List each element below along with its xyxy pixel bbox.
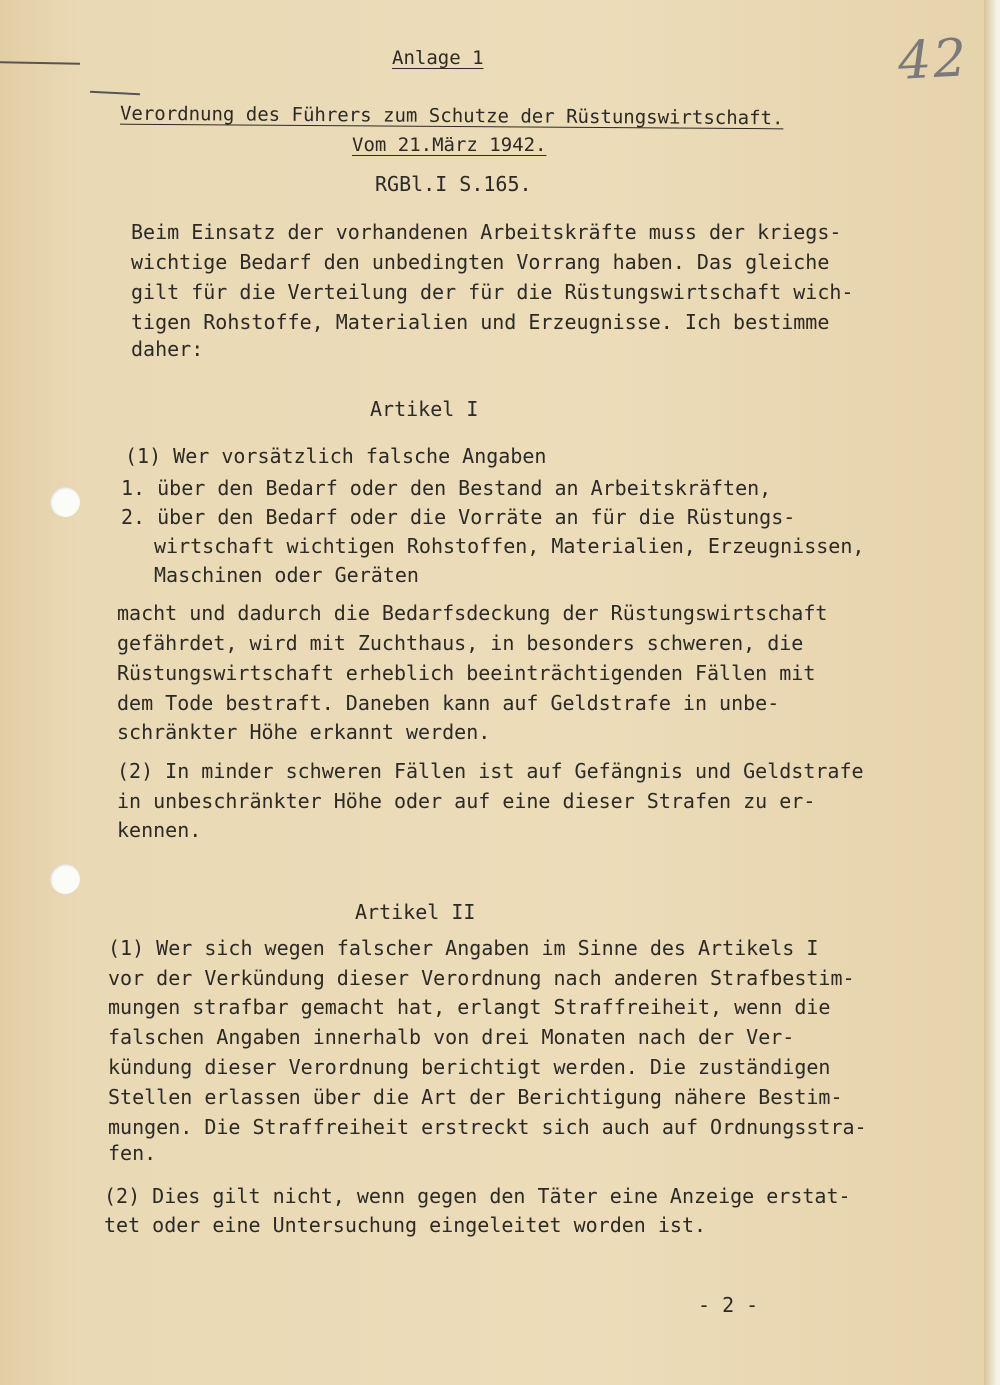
article-2-paragraph-1-line: kündung dieser Verordnung berichtigt werden. Die zuständigen — [108, 1055, 831, 1079]
annex-label: Anlage 1 — [392, 47, 484, 69]
article-1-paragraph-2-line: (2) In minder schweren Fällen ist auf Gefängnis und Geldstrafe — [117, 759, 864, 783]
article-1-item-1: 1. über den Bedarf oder den Bestand an Arbeitskräften, — [121, 476, 772, 500]
article-1-item-2-line: Maschinen oder Geräten — [154, 563, 419, 587]
article-1-paragraph-1-line: dem Tode bestraft. Daneben kann auf Geldstrafe in unbe- — [117, 691, 780, 715]
article-1-heading: Artikel I — [370, 397, 479, 421]
pen-mark — [0, 61, 80, 64]
article-1-paragraph-1-intro: (1) Wer vorsätzlich falsche Angaben — [125, 444, 547, 468]
preamble-line: daher: — [131, 337, 204, 361]
handwritten-page-note: 42 — [896, 28, 970, 92]
article-2-paragraph-1-line: mungen strafbar gemacht hat, erlangt Straffreiheit, wenn die — [108, 995, 831, 1019]
page-number: - 2 - — [698, 1293, 759, 1317]
article-2-paragraph-1-line: fen. — [108, 1141, 157, 1165]
article-2-paragraph-1-line: Stellen erlassen über die Art der Berichtigung nähere Bestim- — [108, 1085, 843, 1109]
punch-hole-bottom — [50, 864, 80, 894]
preamble-line: tigen Rohstoffe, Materialien und Erzeugnisse. Ich bestimme — [131, 310, 830, 334]
paper-edge — [984, 0, 1000, 1385]
article-2-heading: Artikel II — [355, 900, 476, 924]
article-1-paragraph-2-line: in unbeschränkter Höhe oder auf eine dieser Strafen zu er- — [117, 789, 816, 813]
article-2-paragraph-2-line: (2) Dies gilt nicht, wenn gegen den Täter eine Anzeige erstat- — [104, 1184, 851, 1208]
preamble-line: gilt für die Verteilung der für die Rüstungswirtschaft wich- — [131, 280, 854, 304]
article-1-paragraph-1-line: Rüstungswirtschaft erheblich beeinträchtigenden Fällen mit — [117, 661, 816, 685]
decree-date: Vom 21.März 1942. — [352, 134, 547, 156]
article-1-paragraph-2-line: kennen. — [117, 818, 202, 842]
article-2-paragraph-2-line: tet oder eine Untersuchung eingeleitet worden ist. — [104, 1213, 707, 1237]
article-2-paragraph-1-line: vor der Verkündung dieser Verordnung nach anderen Strafbestim- — [108, 966, 855, 990]
article-1-item-2-line: 2. über den Bedarf oder die Vorräte an für die Rüstungs- — [121, 505, 796, 529]
article-1-paragraph-1-line: schränkter Höhe erkannt werden. — [117, 720, 491, 744]
article-2-paragraph-1-line: mungen. Die Straffreiheit erstreckt sich auch auf Ordnungsstra- — [108, 1115, 867, 1139]
article-2-paragraph-1-line: falschen Angaben innerhalb von drei Monaten nach der Ver- — [108, 1025, 795, 1049]
gazette-reference: RGBl.I S.165. — [375, 172, 532, 196]
article-2-paragraph-1-line: (1) Wer sich wegen falscher Angaben im Sinne des Artikels I — [108, 936, 819, 960]
preamble-line: Beim Einsatz der vorhandenen Arbeitskräfte muss der kriegs- — [131, 220, 842, 244]
preamble-line: wichtige Bedarf den unbedingten Vorrang haben. Das gleiche — [131, 250, 830, 274]
article-1-paragraph-1-line: macht und dadurch die Bedarfsdeckung der Rüstungswirtschaft — [117, 601, 828, 625]
article-1-paragraph-1-line: gefährdet, wird mit Zuchthaus, in besonders schweren, die — [117, 631, 804, 655]
article-1-item-2-line: wirtschaft wichtigen Rohstoffen, Materialien, Erzeugnissen, — [154, 534, 865, 558]
punch-hole-top — [50, 487, 80, 517]
pen-mark — [90, 91, 140, 96]
decree-title: Verordnung des Führers zum Schutze der Rüstungswirtschaft. — [119, 102, 784, 130]
